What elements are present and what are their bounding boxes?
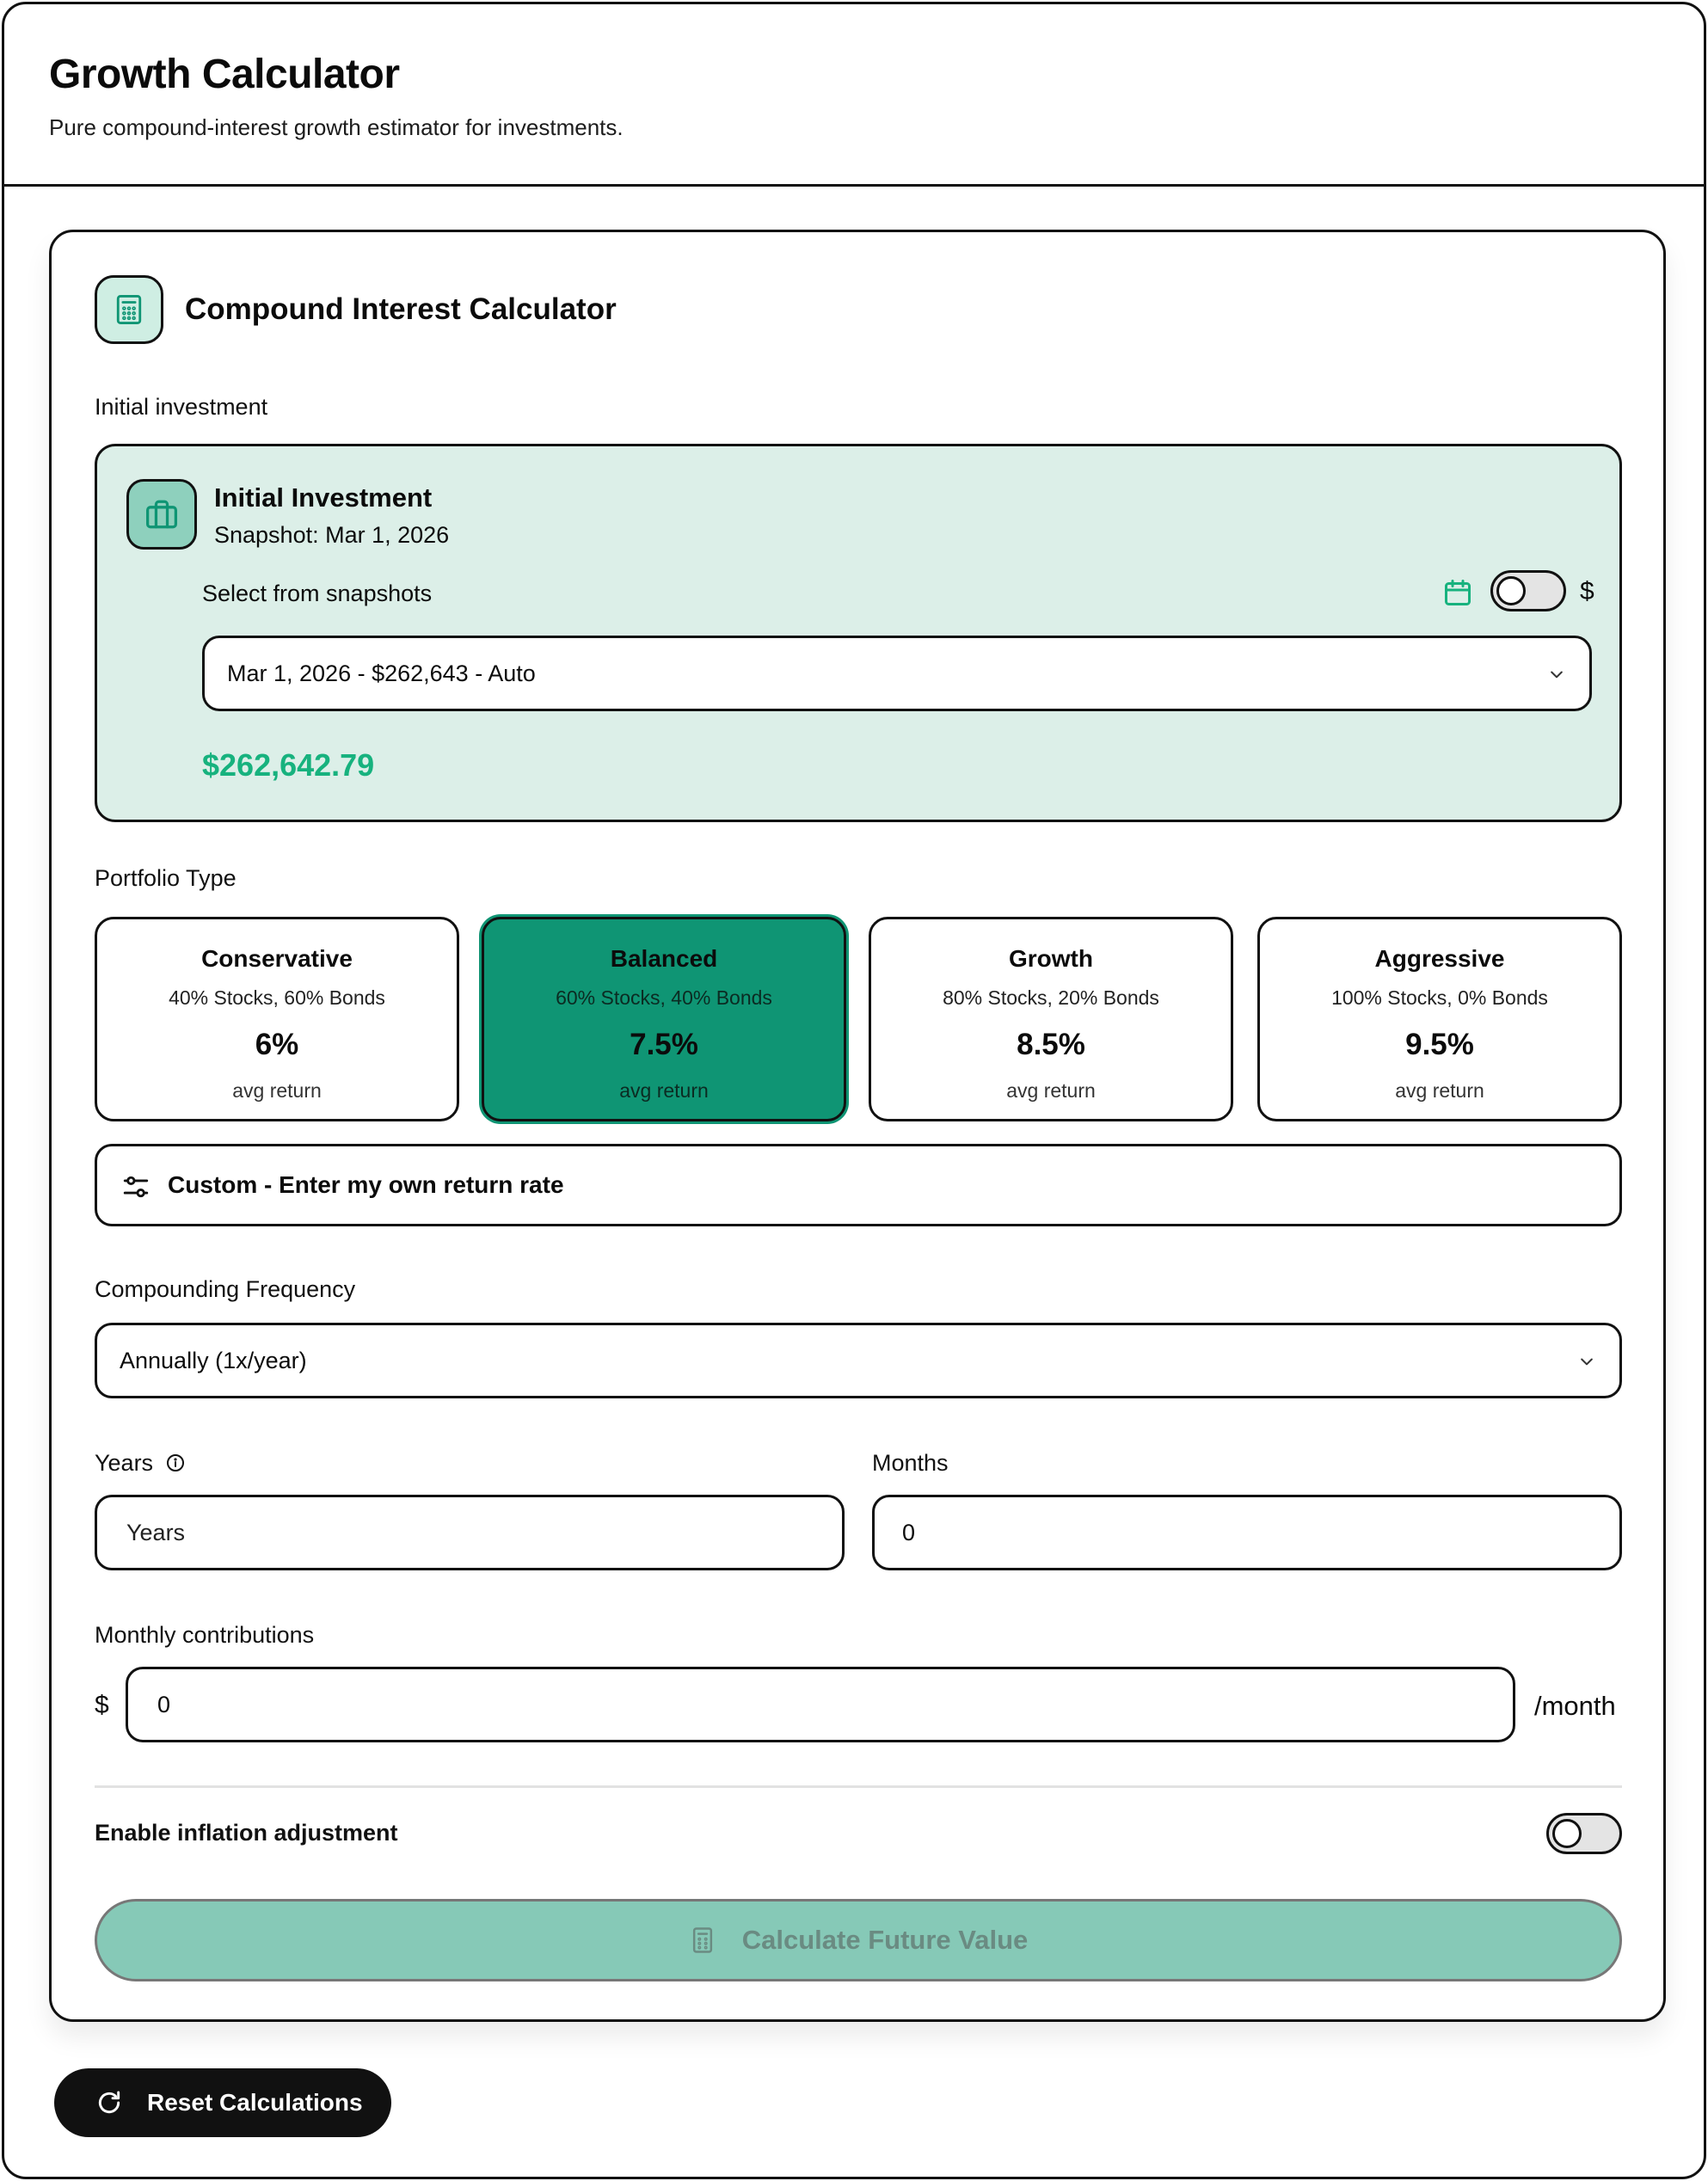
chevron-down-icon [1548,666,1565,683]
portfolio-rate-caption: avg return [619,1079,709,1102]
custom-rate-label: Custom - Enter my own return rate [168,1171,564,1198]
monthly-contributions-label: Monthly contributions [95,1622,315,1648]
page-title: Growth Calculator [49,52,400,97]
months-input-value: 0 [902,1519,916,1545]
app-frame [2,2,1706,2179]
months-label: Months [872,1450,949,1476]
portfolio-option-conservative[interactable] [95,917,459,1121]
inflation-toggle[interactable] [1546,1813,1622,1854]
compounding-frequency-select[interactable] [95,1323,1622,1398]
portfolio-name: Conservative [201,945,353,972]
section-divider [95,1785,1622,1788]
reset-button[interactable] [54,2068,391,2137]
app-header [4,4,1704,187]
monthly-contribution-value: 0 [157,1691,171,1717]
portfolio-option-balanced[interactable] [482,917,846,1121]
portfolio-rate: 7.5% [630,1028,698,1061]
portfolio-rate: 6% [255,1028,299,1061]
custom-rate-button[interactable] [95,1144,1622,1226]
contribution-dollar-prefix: $ [95,1691,109,1719]
inflation-label: Enable inflation adjustment [95,1820,398,1846]
portfolio-name: Aggressive [1374,945,1505,972]
portfolio-name: Growth [1009,945,1093,972]
years-label [95,1450,186,1477]
portfolio-rate: 8.5% [1017,1028,1085,1061]
portfolio-name: Balanced [610,945,718,972]
months-input[interactable] [872,1495,1622,1570]
briefcase-icon [126,479,197,550]
frequency-value: Annually (1x/year) [120,1347,307,1373]
portfolio-rate-caption: avg return [232,1079,322,1102]
monthly-contribution-input[interactable] [126,1667,1515,1742]
portfolio-allocation: 60% Stocks, 40% Bonds [556,986,772,1009]
reset-button-label: Reset Calculations [147,2089,363,2116]
investment-amount: $262,642.79 [202,747,375,783]
portfolio-rate-caption: avg return [1395,1079,1484,1102]
portfolio-rate: 9.5% [1405,1028,1474,1061]
initial-investment-panel [95,444,1622,822]
calculator-card [49,230,1666,2022]
page-subtitle: Pure compound-interest growth estimator for investments. [49,114,624,140]
card-title: Compound Interest Calculator [185,292,617,326]
calculate-button[interactable] [95,1899,1622,1981]
portfolio-rate-caption: avg return [1006,1079,1096,1102]
portfolio-allocation: 80% Stocks, 20% Bonds [943,986,1159,1009]
toggle-knob [1496,576,1526,605]
years-input-placeholder: Years [126,1519,186,1545]
per-month-suffix: /month [1534,1691,1616,1721]
snapshot-select[interactable] [202,636,1592,711]
portfolio-type-label: Portfolio Type [95,865,237,891]
snapshot-select-value: Mar 1, 2026 - $262,643 - Auto [227,660,536,686]
calculator-icon [689,1926,716,1954]
snapshot-mode-toggle[interactable] [1490,570,1566,611]
sliders-icon [121,1172,151,1201]
toggle-knob [1552,1819,1582,1848]
refresh-icon [95,2089,123,2116]
snapshot-date: Snapshot: Mar 1, 2026 [214,522,450,548]
portfolio-allocation: 40% Stocks, 60% Bonds [169,986,385,1009]
calculator-icon [95,275,163,344]
initial-investment-label: Initial investment [95,394,268,420]
calculate-button-label: Calculate Future Value [741,1925,1029,1955]
chevron-down-icon [1578,1353,1595,1370]
years-input[interactable] [95,1495,845,1570]
portfolio-option-aggressive[interactable] [1257,917,1622,1121]
compounding-frequency-label: Compounding Frequency [95,1276,356,1302]
calendar-icon[interactable] [1442,577,1473,608]
select-snapshots-label: Select from snapshots [202,581,433,606]
manual-dollar-label: $ [1580,577,1594,605]
portfolio-allocation: 100% Stocks, 0% Bonds [1331,986,1548,1009]
portfolio-option-growth[interactable] [869,917,1233,1121]
investment-title: Initial Investment [214,482,433,513]
info-icon[interactable] [165,1453,186,1473]
years-label-text: Years [95,1450,154,1476]
